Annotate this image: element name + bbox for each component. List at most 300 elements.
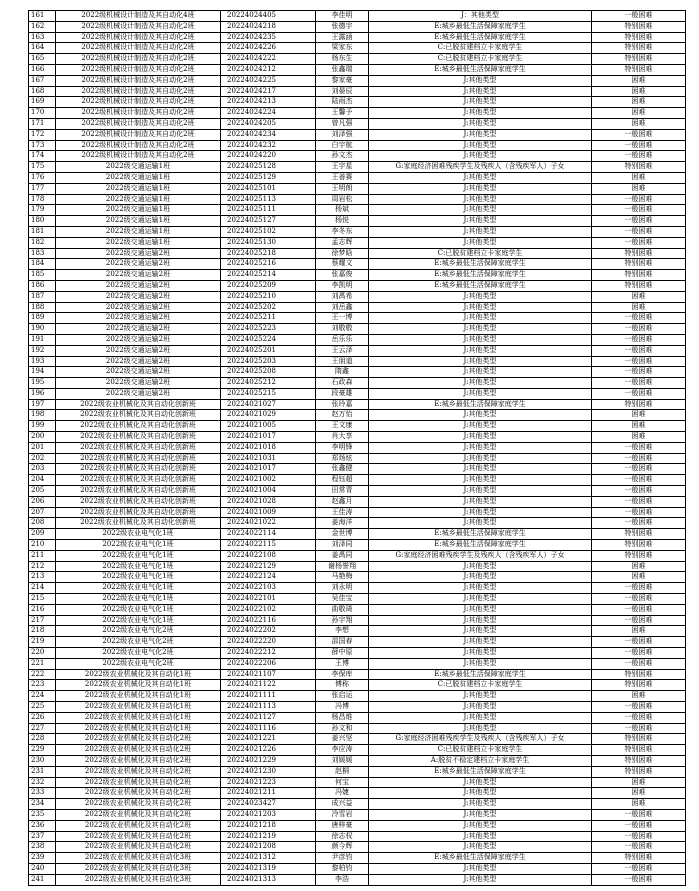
table-row (29, 820, 686, 831)
difficulty-level-cell: 特别困难 (592, 248, 686, 259)
aid-category-cell: E:城乡最低生活保障家庭学生 (369, 270, 592, 281)
student-id-cell: 20224022114 (221, 529, 316, 540)
student-id-cell: 20224024234 (221, 129, 316, 140)
student-id-cell: 20224021005 (221, 421, 316, 432)
difficulty-level-cell: 一般困难 (592, 507, 686, 518)
class-name-cell: 2022级机械设计制造及其自动化2班 (56, 21, 221, 32)
table-row (29, 280, 686, 291)
class-name-cell: 2022级农业机械化及其自动化创新班 (56, 453, 221, 464)
class-name-cell: 2022级农业机械化及其自动化1班 (56, 723, 221, 734)
student-name-cell: 李浩 (316, 874, 369, 885)
difficulty-level-cell: 一般困难 (592, 453, 686, 464)
student-id-cell: 20224021017 (221, 464, 316, 475)
row-number-cell: 189 (29, 313, 56, 324)
student-id-cell: 20224025101 (221, 183, 316, 194)
class-name-cell: 2022级农业电气化1班 (56, 550, 221, 561)
table-row (29, 432, 686, 443)
table-row (29, 259, 686, 270)
row-number-cell: 211 (29, 550, 56, 561)
student-name-cell: 王馨予 (316, 108, 369, 119)
student-name-cell: 唐梓豪 (316, 820, 369, 831)
aid-category-cell: C:已脱贫建档立卡家庭学生 (369, 680, 592, 691)
row-number-cell: 185 (29, 270, 56, 281)
row-number-cell: 228 (29, 734, 56, 745)
class-name-cell: 2022级农业机械化及其自动化创新班 (56, 410, 221, 421)
difficulty-level-cell: 特别困难 (592, 162, 686, 173)
table-row (29, 183, 686, 194)
table-row (29, 561, 686, 572)
difficulty-level-cell: 特别困难 (592, 766, 686, 777)
student-name-cell: 薛中原 (316, 648, 369, 659)
class-name-cell: 2022级农业电气化2班 (56, 637, 221, 648)
student-name-cell: 郑炀炫 (316, 453, 369, 464)
row-number-cell: 188 (29, 302, 56, 313)
aid-category-cell: J:其他类型 (369, 86, 592, 97)
student-id-cell: 20224024225 (221, 75, 316, 86)
class-name-cell: 2022级交通运输2班 (56, 280, 221, 291)
table-row (29, 378, 686, 389)
table-row (29, 21, 686, 32)
aid-category-cell: J：其他类型 (369, 11, 592, 22)
student-name-cell: 冷雪岩 (316, 809, 369, 820)
row-number-cell: 200 (29, 432, 56, 443)
table-row (29, 745, 686, 756)
student-id-cell: 20224021218 (221, 820, 316, 831)
table-row (29, 863, 686, 874)
row-number-cell: 225 (29, 702, 56, 713)
student-name-cell: 马艳梅 (316, 572, 369, 583)
table-row (29, 151, 686, 162)
difficulty-level-cell: 困难 (592, 291, 686, 302)
class-name-cell: 2022级机械设计制造及其自动化2班 (56, 54, 221, 65)
row-number-cell: 232 (29, 777, 56, 788)
row-number-cell: 199 (29, 421, 56, 432)
class-name-cell: 2022级交通运输2班 (56, 334, 221, 345)
aid-category-cell: J:其他类型 (369, 226, 592, 237)
row-number-cell: 194 (29, 367, 56, 378)
student-name-cell: 刘敬敬 (316, 324, 369, 335)
row-number-cell: 174 (29, 151, 56, 162)
student-id-cell: 20224022116 (221, 615, 316, 626)
student-name-cell: 刘永明 (316, 583, 369, 594)
student-id-cell: 20224022115 (221, 540, 316, 551)
class-name-cell: 2022级农业电气化1班 (56, 540, 221, 551)
difficulty-level-cell: 一般困难 (592, 809, 686, 820)
class-name-cell: 2022级交通运输2班 (56, 324, 221, 335)
class-name-cell: 2022级农业机械化及其自动化2班 (56, 831, 221, 842)
aid-category-cell: J:其他类型 (369, 615, 592, 626)
class-name-cell: 2022级农业机械化及其自动化3班 (56, 874, 221, 885)
student-name-cell: 谢杨誉翔 (316, 561, 369, 572)
student-name-cell: 王露涵 (316, 32, 369, 43)
student-name-cell: 李佳明 (316, 11, 369, 22)
row-number-cell: 171 (29, 118, 56, 129)
aid-category-cell: J:其他类型 (369, 820, 592, 831)
table-row (29, 572, 686, 583)
difficulty-level-cell: 一般困难 (592, 712, 686, 723)
difficulty-level-cell: 困难 (592, 75, 686, 86)
aid-category-cell: J:其他类型 (369, 118, 592, 129)
row-number-cell: 175 (29, 162, 56, 173)
class-name-cell: 2022级交通运输1班 (56, 205, 221, 216)
difficulty-level-cell: 一般困难 (592, 464, 686, 475)
aid-category-cell: J:其他类型 (369, 658, 592, 669)
student-id-cell: 20224021221 (221, 734, 316, 745)
student-name-cell: 姜兴坚 (316, 734, 369, 745)
difficulty-level-cell: 特别困难 (592, 680, 686, 691)
row-number-cell: 165 (29, 54, 56, 65)
aid-category-cell: J:其他类型 (369, 291, 592, 302)
aid-category-cell: J:其他类型 (369, 151, 592, 162)
aid-category-cell: J:其他类型 (369, 205, 592, 216)
student-aid-table (28, 10, 686, 886)
row-number-cell: 221 (29, 658, 56, 669)
student-id-cell: 20224025218 (221, 248, 316, 259)
student-id-cell: 20224024213 (221, 97, 316, 108)
student-name-cell: 徐梦晗 (316, 248, 369, 259)
table-row (29, 345, 686, 356)
table-row (29, 442, 686, 453)
table-row (29, 248, 686, 259)
class-name-cell: 2022级农业机械化及其自动化2班 (56, 820, 221, 831)
student-id-cell: 20224021226 (221, 745, 316, 756)
aid-category-cell: G:家庭经济困难残疾学生及残疾人（含残疾军人）子女 (369, 734, 592, 745)
student-id-cell: 20224025130 (221, 237, 316, 248)
student-id-cell: 20224025216 (221, 259, 316, 270)
row-number-cell: 222 (29, 669, 56, 680)
aid-category-cell: J:其他类型 (369, 129, 592, 140)
row-number-cell: 170 (29, 108, 56, 119)
table-row (29, 226, 686, 237)
row-number-cell: 201 (29, 442, 56, 453)
class-name-cell: 2022级农业机械化及其自动化1班 (56, 712, 221, 723)
aid-category-cell: J:其他类型 (369, 626, 592, 637)
table-row (29, 97, 686, 108)
class-name-cell: 2022级农业机械化及其自动化2班 (56, 842, 221, 853)
table-row (29, 86, 686, 97)
aid-category-cell: J:其他类型 (369, 464, 592, 475)
aid-category-cell: J:其他类型 (369, 809, 592, 820)
difficulty-level-cell: 一般困难 (592, 518, 686, 529)
table-row (29, 486, 686, 497)
difficulty-level-cell: 一般困难 (592, 874, 686, 885)
student-id-cell: 20224021229 (221, 755, 316, 766)
student-id-cell: 20224025127 (221, 216, 316, 227)
student-id-cell: 20224025113 (221, 194, 316, 205)
aid-category-cell: E:城乡最低生活保障家庭学生 (369, 669, 592, 680)
student-id-cell: 20224021203 (221, 809, 316, 820)
student-id-cell: 20224025214 (221, 270, 316, 281)
student-id-cell: 20224024217 (221, 86, 316, 97)
student-name-cell: 刘泽同 (316, 540, 369, 551)
difficulty-level-cell: 一般困难 (592, 604, 686, 615)
row-number-cell: 238 (29, 842, 56, 853)
aid-category-cell: J:其他类型 (369, 788, 592, 799)
student-name-cell: 吴佳宝 (316, 594, 369, 605)
student-id-cell: 20224021211 (221, 788, 316, 799)
row-number-cell: 219 (29, 637, 56, 648)
student-name-cell: 刘禹希 (316, 291, 369, 302)
student-id-cell: 20224021230 (221, 766, 316, 777)
difficulty-level-cell: 一般困难 (592, 226, 686, 237)
aid-category-cell: J:其他类型 (369, 237, 592, 248)
row-number-cell: 173 (29, 140, 56, 151)
student-id-cell: 20224025202 (221, 302, 316, 313)
table-row (29, 842, 686, 853)
aid-category-cell: J:其他类型 (369, 194, 592, 205)
difficulty-level-cell: 特别困难 (592, 745, 686, 756)
class-name-cell: 2022级机械设计制造及其自动化2班 (56, 151, 221, 162)
student-name-cell: 王一博 (316, 313, 369, 324)
student-id-cell: 20224021313 (221, 874, 316, 885)
class-name-cell: 2022级农业机械化及其自动化2班 (56, 766, 221, 777)
table-row (29, 637, 686, 648)
row-number-cell: 212 (29, 561, 56, 572)
table-row (29, 809, 686, 820)
student-id-cell: 20224021111 (221, 691, 316, 702)
class-name-cell: 2022级农业电气化2班 (56, 626, 221, 637)
row-number-cell: 193 (29, 356, 56, 367)
aid-category-cell: J:其他类型 (369, 702, 592, 713)
row-number-cell: 190 (29, 324, 56, 335)
student-name-cell: 邵国春 (316, 637, 369, 648)
row-number-cell: 172 (29, 129, 56, 140)
difficulty-level-cell: 一般困难 (592, 702, 686, 713)
class-name-cell: 2022级农业机械化及其自动化3班 (56, 853, 221, 864)
aid-category-cell: E:城乡最低生活保障家庭学生 (369, 529, 592, 540)
difficulty-level-cell: 一般困难 (592, 723, 686, 734)
class-name-cell: 2022级交通运输2班 (56, 367, 221, 378)
class-name-cell: 2022级农业机械化及其自动化创新班 (56, 496, 221, 507)
aid-category-cell: J:其他类型 (369, 594, 592, 605)
student-id-cell: 20224021009 (221, 507, 316, 518)
difficulty-level-cell: 特别困难 (592, 669, 686, 680)
row-number-cell: 213 (29, 572, 56, 583)
aid-category-cell: J:其他类型 (369, 388, 592, 399)
table-row (29, 453, 686, 464)
table-row (29, 313, 686, 324)
row-number-cell: 209 (29, 529, 56, 540)
table-row (29, 216, 686, 227)
student-name-cell: 徐志权 (316, 831, 369, 842)
student-id-cell: 20224021017 (221, 432, 316, 443)
aid-category-cell: J:其他类型 (369, 183, 592, 194)
row-number-cell: 235 (29, 809, 56, 820)
difficulty-level-cell: 特别困难 (592, 32, 686, 43)
student-id-cell: 20224021219 (221, 831, 316, 842)
aid-category-cell: J:其他类型 (369, 863, 592, 874)
difficulty-level-cell: 一般困难 (592, 237, 686, 248)
table-row (29, 464, 686, 475)
table-row (29, 594, 686, 605)
difficulty-level-cell: 困难 (592, 788, 686, 799)
student-id-cell: 20224021116 (221, 723, 316, 734)
class-name-cell: 2022级农业机械化及其自动化2班 (56, 809, 221, 820)
class-name-cell: 2022级农业机械化及其自动化2班 (56, 745, 221, 756)
difficulty-level-cell: 一般困难 (592, 475, 686, 486)
table-row (29, 507, 686, 518)
class-name-cell: 2022级农业电气化1班 (56, 561, 221, 572)
row-number-cell: 226 (29, 712, 56, 723)
table-row (29, 54, 686, 65)
student-id-cell: 20224022212 (221, 648, 316, 659)
aid-category-cell: G:家庭经济困难残疾学生及残疾人（含残疾军人）子女 (369, 550, 592, 561)
aid-category-cell: A:脱贫不稳定建档立卡家庭学生 (369, 755, 592, 766)
row-number-cell: 184 (29, 259, 56, 270)
difficulty-level-cell: 一般困难 (592, 11, 686, 22)
aid-category-cell: J:其他类型 (369, 604, 592, 615)
student-id-cell: 20224021018 (221, 442, 316, 453)
table-row (29, 324, 686, 335)
class-name-cell: 2022级农业机械化及其自动化创新班 (56, 432, 221, 443)
student-id-cell: 20224022129 (221, 561, 316, 572)
class-name-cell: 2022级交通运输2班 (56, 270, 221, 281)
student-name-cell: 冯婕 (316, 788, 369, 799)
student-id-cell: 20224024218 (221, 21, 316, 32)
aid-category-cell: E:城乡最低生活保障家庭学生 (369, 399, 592, 410)
student-name-cell: 张启运 (316, 691, 369, 702)
student-name-cell: 王博 (316, 658, 369, 669)
row-number-cell: 186 (29, 280, 56, 291)
aid-category-cell: C:已脱贫建档立卡家庭学生 (369, 248, 592, 259)
class-name-cell: 2022级交通运输2班 (56, 313, 221, 324)
class-name-cell: 2022级农业电气化1班 (56, 594, 221, 605)
table-row (29, 302, 686, 313)
student-name-cell: 刘泽强 (316, 129, 369, 140)
row-number-cell: 167 (29, 75, 56, 86)
difficulty-level-cell: 特别困难 (592, 540, 686, 551)
aid-category-cell: J:其他类型 (369, 432, 592, 443)
difficulty-level-cell: 特别困难 (592, 43, 686, 54)
student-name-cell: 张鑫瑞 (316, 64, 369, 75)
student-name-cell: 姜禹同 (316, 550, 369, 561)
class-name-cell: 2022级农业机械化及其自动化创新班 (56, 507, 221, 518)
table-row (29, 669, 686, 680)
aid-category-cell: J:其他类型 (369, 108, 592, 119)
student-id-cell: 20224021022 (221, 518, 316, 529)
student-name-cell: 刘晏辰 (316, 86, 369, 97)
class-name-cell: 2022级农业机械化及其自动化1班 (56, 691, 221, 702)
student-name-cell: 田常青 (316, 486, 369, 497)
difficulty-level-cell: 特别困难 (592, 755, 686, 766)
difficulty-level-cell: 一般困难 (592, 334, 686, 345)
student-name-cell: 冯博 (316, 702, 369, 713)
class-name-cell: 2022级农业机械化及其自动化1班 (56, 702, 221, 713)
student-id-cell: 20224023427 (221, 799, 316, 810)
difficulty-level-cell: 困难 (592, 421, 686, 432)
row-number-cell: 198 (29, 410, 56, 421)
aid-category-cell: J:其他类型 (369, 475, 592, 486)
table-row (29, 140, 686, 151)
table-row (29, 205, 686, 216)
table-row (29, 410, 686, 421)
difficulty-level-cell: 困难 (592, 432, 686, 443)
student-name-cell: 曾凡强 (316, 118, 369, 129)
aid-category-cell: J:其他类型 (369, 648, 592, 659)
row-number-cell: 180 (29, 216, 56, 227)
difficulty-level-cell: 困难 (592, 183, 686, 194)
difficulty-level-cell: 特别困难 (592, 270, 686, 281)
aid-category-cell: J:其他类型 (369, 777, 592, 788)
difficulty-level-cell: 一般困难 (592, 216, 686, 227)
student-name-cell: 王宇星 (316, 162, 369, 173)
aid-category-cell: J:其他类型 (369, 874, 592, 885)
difficulty-level-cell: 一般困难 (592, 831, 686, 842)
difficulty-level-cell: 困难 (592, 572, 686, 583)
difficulty-level-cell: 困难 (592, 799, 686, 810)
class-name-cell: 2022级农业机械化及其自动化1班 (56, 669, 221, 680)
row-number-cell: 192 (29, 345, 56, 356)
table-row (29, 11, 686, 22)
difficulty-level-cell: 一般困难 (592, 378, 686, 389)
class-name-cell: 2022级交通运输2班 (56, 356, 221, 367)
difficulty-level-cell: 特别困难 (592, 550, 686, 561)
table-row (29, 766, 686, 777)
class-name-cell: 2022级农业机械化及其自动化2班 (56, 734, 221, 745)
aid-category-cell: J:其他类型 (369, 356, 592, 367)
row-number-cell: 182 (29, 237, 56, 248)
row-number-cell: 176 (29, 172, 56, 183)
student-name-cell: 岳乐乐 (316, 334, 369, 345)
student-name-cell: 黎柏钧 (316, 863, 369, 874)
row-number-cell: 178 (29, 194, 56, 205)
student-id-cell: 20224025128 (221, 162, 316, 173)
student-id-cell: 20224022124 (221, 572, 316, 583)
student-name-cell: 成兴益 (316, 799, 369, 810)
class-name-cell: 2022级农业机械化及其自动化创新班 (56, 442, 221, 453)
difficulty-level-cell: 一般困难 (592, 442, 686, 453)
student-id-cell: 20224021223 (221, 777, 316, 788)
row-number-cell: 210 (29, 540, 56, 551)
student-name-cell: 杨悦 (316, 216, 369, 227)
difficulty-level-cell: 困难 (592, 302, 686, 313)
aid-category-cell: J:其他类型 (369, 842, 592, 853)
table-row (29, 540, 686, 551)
row-number-cell: 220 (29, 648, 56, 659)
student-id-cell: 20224025111 (221, 205, 316, 216)
student-name-cell: 杨昌维 (316, 712, 369, 723)
difficulty-level-cell: 特别困难 (592, 54, 686, 65)
student-name-cell: 姜海洋 (316, 518, 369, 529)
student-id-cell: 20224024405 (221, 11, 316, 22)
table-row (29, 648, 686, 659)
aid-category-cell: E:城乡最低生活保障家庭学生 (369, 540, 592, 551)
class-name-cell: 2022级农业机械化及其自动化2班 (56, 799, 221, 810)
student-id-cell: 20224021027 (221, 399, 316, 410)
table-row (29, 237, 686, 248)
row-number-cell: 191 (29, 334, 56, 345)
student-id-cell: 20224025212 (221, 378, 316, 389)
difficulty-level-cell: 特别困难 (592, 280, 686, 291)
aid-category-cell: G:家庭经济困难残疾学生及残疾人（含残疾军人）子女 (369, 162, 592, 173)
student-name-cell: 王佳涛 (316, 507, 369, 518)
student-id-cell: 20224025208 (221, 367, 316, 378)
student-name-cell: 王善赛 (316, 172, 369, 183)
aid-category-cell: J:其他类型 (369, 561, 592, 572)
student-name-cell: 孙文和 (316, 723, 369, 734)
aid-category-cell: E:城乡最低生活保障家庭学生 (369, 280, 592, 291)
difficulty-level-cell: 困难 (592, 626, 686, 637)
student-name-cell: 李保库 (316, 669, 369, 680)
row-number-cell: 230 (29, 755, 56, 766)
aid-category-cell: J:其他类型 (369, 421, 592, 432)
table-row (29, 475, 686, 486)
class-name-cell: 2022级农业机械化及其自动化创新班 (56, 421, 221, 432)
class-name-cell: 2022级交通运输2班 (56, 388, 221, 399)
student-id-cell: 20224021107 (221, 669, 316, 680)
row-number-cell: 162 (29, 21, 56, 32)
class-name-cell: 2022级机械设计制造及其自动化2班 (56, 43, 221, 54)
